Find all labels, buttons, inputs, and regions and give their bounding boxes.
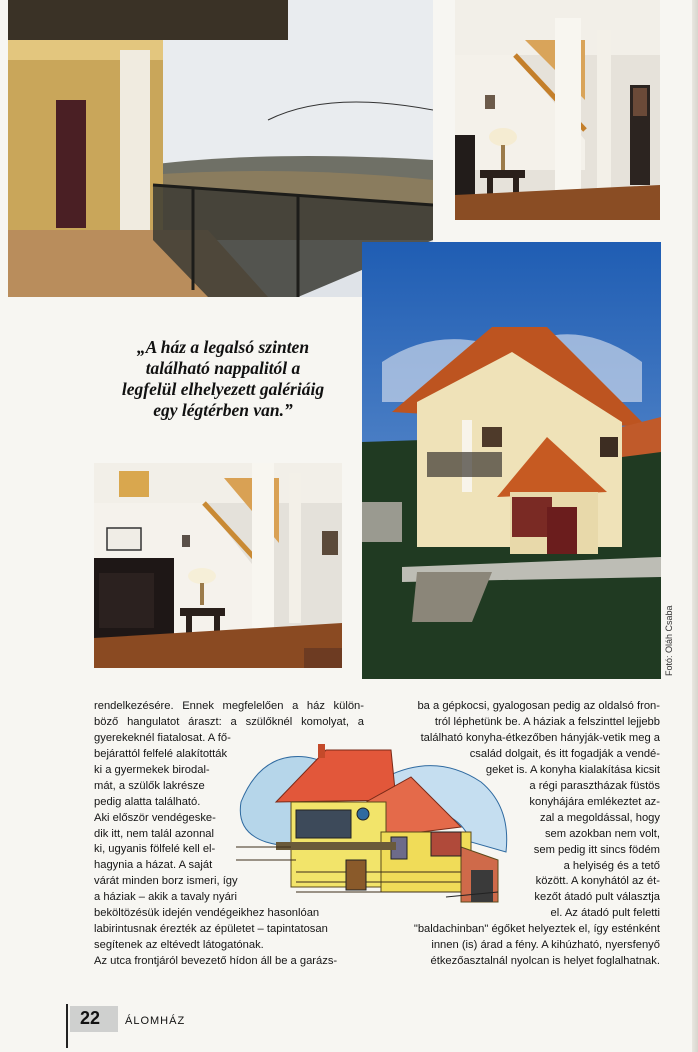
text-line: el. Az átadó pult feletti	[550, 907, 660, 920]
text-line: kezőt átadó pult választja	[534, 891, 660, 904]
text-line: Az utca frontjáról bevezető hídon áll be a garázs-	[94, 954, 338, 967]
text-left-column-top	[94, 699, 364, 731]
quote-line: egy légtérben van.”	[153, 400, 293, 420]
text-line: segítenek az eltévedt látogatónak.	[94, 938, 264, 951]
text-line: beköltözésük idején vendégeikhez hasonlóan	[94, 907, 320, 919]
text-left-column-wrap	[94, 747, 244, 906]
text-line: ba a gépkocsi, gyalogosan pedig az oldalsó fron-	[417, 700, 660, 712]
text-line: böző hangulatot áraszt: a szülőknél komolyat, a	[94, 715, 364, 728]
text-line: bejárattól felfelé alakították	[94, 748, 228, 760]
quote-line: legfelül elhelyezett galériáig	[121, 379, 325, 399]
photo-house-exterior	[362, 242, 661, 679]
text-line: gyerekeknél fiatalosat. A fő-	[94, 732, 231, 744]
text-line: található konyha-étkezőben hányják-vetik meg a	[420, 731, 660, 744]
text-line: a régi parasztházak füstös	[529, 780, 660, 792]
text-line: zal a megoldással, hogy	[539, 811, 660, 824]
text-line: között. A konyhától az ét-	[535, 875, 660, 888]
text-left-column-bottom	[94, 906, 364, 970]
text-line: ki a gyermekek birodal-	[94, 763, 210, 776]
photo-living-room	[94, 463, 342, 668]
footer-rule	[66, 1004, 68, 1048]
text-line: ki, ugyanis fölfelé kell el-	[94, 843, 216, 856]
text-line: a háziak – akik a tavaly nyári	[94, 891, 238, 904]
text-line: innen (is) árad a fény. A kihúzható, nyersfenyő	[431, 938, 660, 951]
text-line: étkezőasztalnál nyolcan is helyet foglalhatnak.	[430, 954, 660, 967]
page-edge-shadow	[692, 0, 698, 1052]
text-line: Aki először vendégeske-	[94, 811, 216, 824]
text-line: sem pedig itt sincs födém	[533, 843, 660, 856]
text-line: tról léphetünk be. A háziak a felszinttel lejjebb	[434, 715, 660, 728]
text-line: dik itt, nem talál azonnal	[94, 827, 215, 840]
text-line: rendelkezésére. Ennek megfelelően a ház külön-	[94, 700, 364, 712]
text-line: pedig alatta található.	[94, 795, 201, 808]
house-illustration	[236, 742, 512, 904]
text-line: konyhájára emlékeztet az-	[529, 795, 660, 808]
page-number-box	[70, 1006, 118, 1032]
text-line: labirintusnak érezték az épületet – tapintatosan	[94, 922, 328, 935]
text-line: várát minden borz ismeri, így	[94, 875, 238, 888]
text-line: a helyiség és a tető	[563, 859, 660, 872]
text-line: "baldachinban" égőket helyeztek el, így esténként	[413, 923, 660, 935]
text-right-column-wrap	[510, 779, 660, 922]
quote-line: található nappalitól a	[145, 358, 301, 378]
page-number: 22	[80, 1008, 101, 1028]
pull-quote	[88, 337, 358, 421]
text-line: hagynia a házat. A saját	[94, 859, 213, 872]
text-line: család dolgait, és itt fogadják a vendé-	[469, 747, 660, 760]
quote-line: „A ház a legalsó szinten	[136, 337, 310, 357]
text-line: sem azokban nem volt,	[544, 827, 660, 840]
text-line: mát, a szülők lakrésze	[94, 779, 205, 792]
photo-credit: Fotó: Oláh Csaba	[664, 605, 674, 676]
text-right-column-bottom	[390, 922, 660, 970]
photo-staircase	[455, 0, 660, 220]
text-line: geket is. A konyha kialakítása kicsit	[485, 763, 660, 776]
magazine-name: ÁLOMHÁZ	[125, 1015, 186, 1027]
